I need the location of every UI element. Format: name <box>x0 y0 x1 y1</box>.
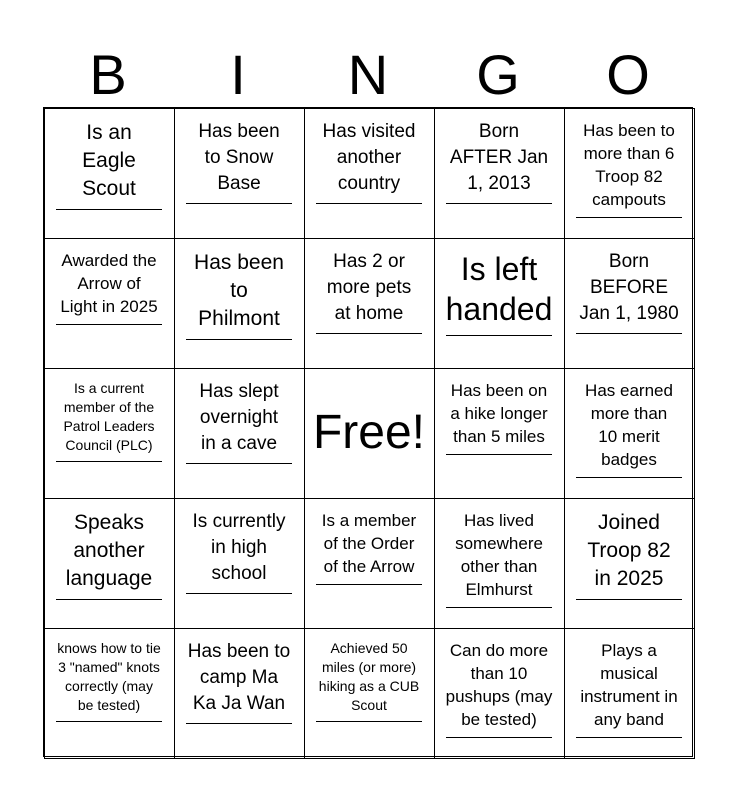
signature-line <box>446 335 552 336</box>
cell-text: Has been to more than 6 Troop 82 campouts <box>583 120 675 209</box>
bingo-cell[interactable] <box>174 498 305 629</box>
bingo-cell[interactable] <box>174 238 305 369</box>
bingo-cell[interactable] <box>174 628 305 759</box>
cell-text: Has 2 or more pets at home <box>326 250 412 324</box>
cell-text: Born AFTER Jan 1, 2013 <box>449 120 549 194</box>
bingo-cell[interactable] <box>304 108 435 239</box>
cell-text: Speaks another language <box>65 510 153 590</box>
bingo-cell[interactable] <box>304 498 435 629</box>
cell-text: Plays a musical instrument in any band <box>580 640 678 729</box>
cell-text: Has been to camp Ma Ka Ja Wan <box>187 640 291 714</box>
signature-line <box>576 737 682 738</box>
cell-text: Can do more than 10 pushups (may be tested) <box>445 640 553 729</box>
signature-line <box>576 333 682 334</box>
signature-line <box>186 339 292 340</box>
bingo-cell[interactable] <box>564 108 695 239</box>
bingo-cell[interactable] <box>434 238 565 369</box>
bingo-cell[interactable] <box>434 368 565 499</box>
signature-line <box>576 217 682 218</box>
signature-line <box>56 461 162 462</box>
signature-line <box>576 599 682 600</box>
signature-line <box>186 203 292 204</box>
cell-text: Has been to Philmont <box>194 250 284 330</box>
header-letter-n: N <box>347 43 389 106</box>
cell-text: Has been to Snow Base <box>198 120 280 194</box>
bingo-cell[interactable] <box>564 368 695 499</box>
cell-text: Free! <box>312 406 426 459</box>
signature-line <box>186 723 292 724</box>
bingo-cell[interactable] <box>44 238 175 369</box>
cell-text: Has slept overnight in a cave <box>199 380 279 454</box>
bingo-cell[interactable] <box>304 628 435 759</box>
cell-text: Has lived somewhere other than Elmhurst <box>455 510 543 599</box>
signature-line <box>56 324 162 325</box>
signature-line <box>186 593 292 594</box>
signature-line <box>56 721 162 722</box>
bingo-cell[interactable] <box>174 108 305 239</box>
cell-text: Is left handed <box>445 250 553 327</box>
header-letter-i: I <box>230 43 246 106</box>
bingo-cell[interactable] <box>44 498 175 629</box>
cell-text: Is an Eagle Scout <box>82 120 136 200</box>
bingo-cell[interactable] <box>434 108 565 239</box>
cell-text: Awarded the Arrow of Light in 2025 <box>60 250 158 316</box>
signature-line <box>446 607 552 608</box>
signature-line <box>56 599 162 600</box>
signature-line <box>446 454 552 455</box>
bingo-cell[interactable] <box>44 368 175 499</box>
cell-text: Achieved 50 miles (or more) hiking as a CUB Scout <box>318 639 420 713</box>
bingo-cell[interactable] <box>564 498 695 629</box>
cell-text: Has visited another country <box>322 120 416 194</box>
signature-line <box>316 721 422 722</box>
bingo-cell[interactable] <box>44 628 175 759</box>
cell-text: Is a member of the Order of the Arrow <box>321 510 417 576</box>
signature-line <box>446 203 552 204</box>
cell-text: knows how to tie 3 "named" knots correctly (may be tested) <box>57 639 161 713</box>
bingo-cell[interactable] <box>564 238 695 369</box>
cell-text: Born BEFORE Jan 1, 1980 <box>579 250 679 324</box>
header-letter-o: O <box>606 43 650 106</box>
cell-text: Is currently in high school <box>192 510 286 584</box>
header-letter-g: G <box>476 43 520 106</box>
bingo-cell[interactable] <box>434 498 565 629</box>
signature-line <box>316 333 422 334</box>
signature-line <box>316 203 422 204</box>
signature-line <box>446 737 552 738</box>
cell-text: Joined Troop 82 in 2025 <box>587 510 671 590</box>
bingo-cell[interactable] <box>174 368 305 499</box>
bingo-cell[interactable] <box>304 238 435 369</box>
bingo-cell[interactable] <box>564 628 695 759</box>
signature-line <box>56 209 162 210</box>
bingo-cell[interactable] <box>44 108 175 239</box>
bingo-board <box>43 107 693 757</box>
bingo-header <box>43 44 693 106</box>
free-space[interactable] <box>304 368 435 499</box>
signature-line <box>186 463 292 464</box>
cell-text: Has earned more than 10 merit badges <box>585 380 673 469</box>
header-letter-b: B <box>89 43 127 106</box>
signature-line <box>316 584 422 585</box>
cell-text: Has been on a hike longer than 5 miles <box>450 380 548 446</box>
cell-text: Is a current member of the Patrol Leaders Council (PLC) <box>63 379 155 453</box>
bingo-cell[interactable] <box>434 628 565 759</box>
signature-line <box>576 477 682 478</box>
